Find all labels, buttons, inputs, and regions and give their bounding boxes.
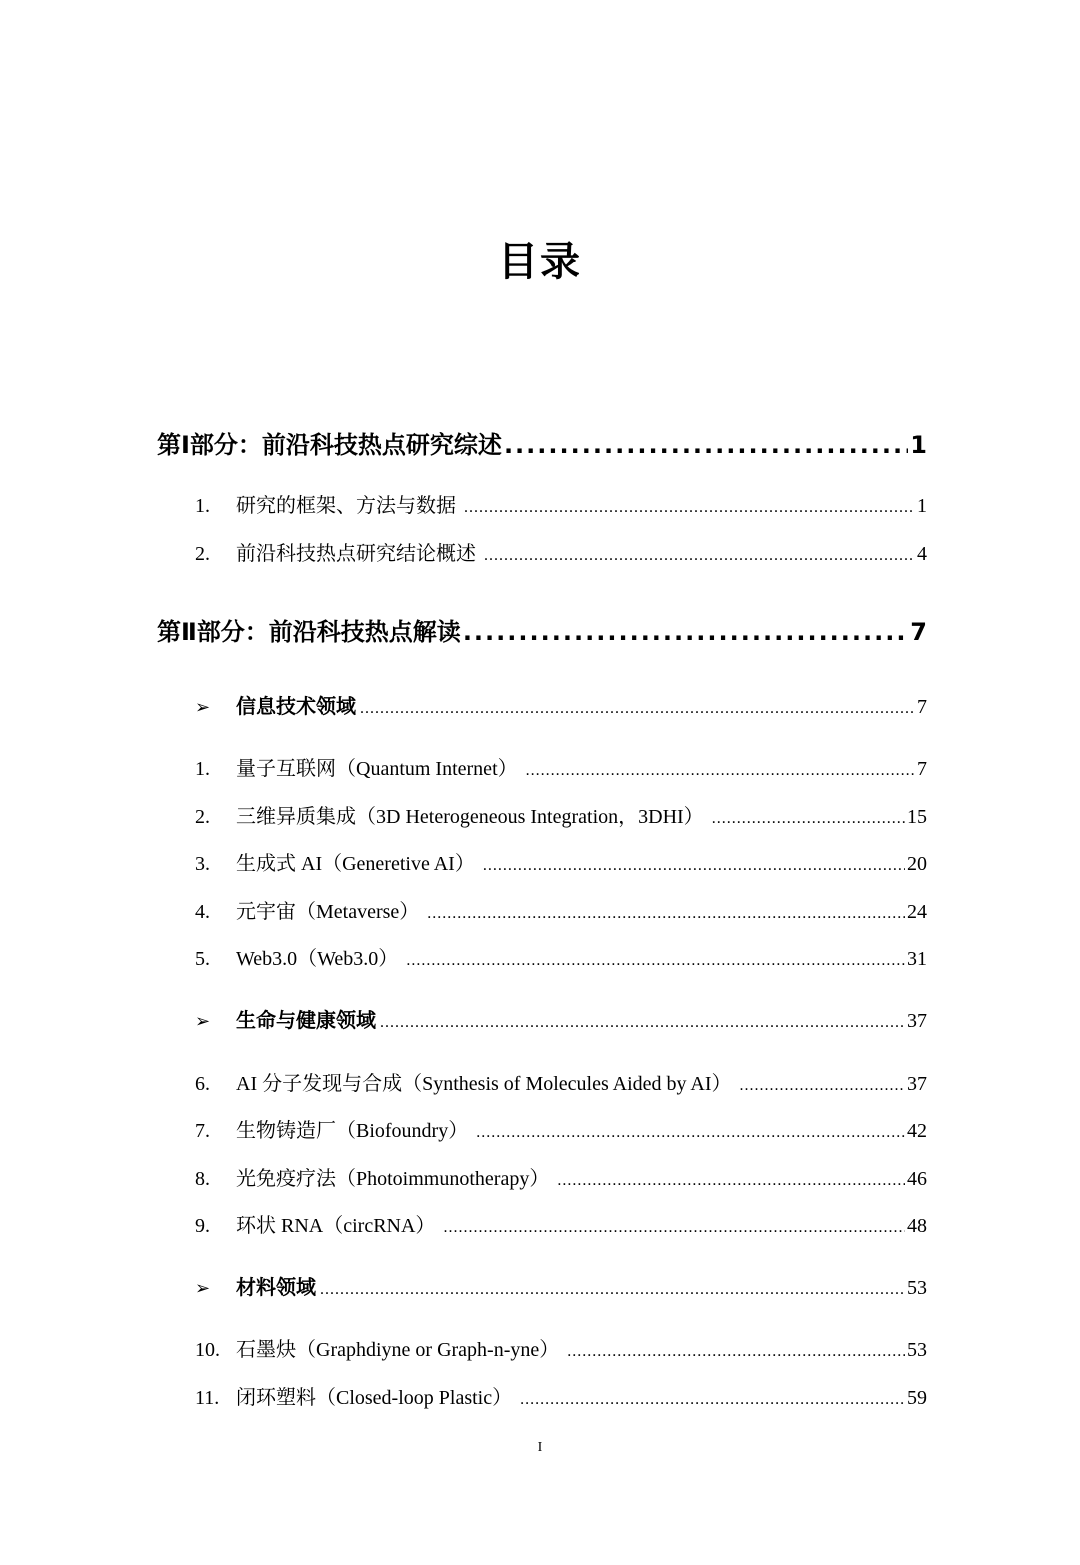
arrow-bullet-icon: ➢ <box>195 1278 211 1299</box>
toc-item[interactable] <box>195 754 927 784</box>
toc-page-number: 1 <box>917 495 927 517</box>
toc-item[interactable] <box>195 944 927 974</box>
arrow-bullet-icon: ➢ <box>195 1011 211 1032</box>
toc-item-label: 研究的框架、方法与数据 <box>236 495 456 517</box>
dot-leader <box>557 1166 905 1196</box>
dot-leader <box>520 1385 905 1415</box>
page-title: 目录 <box>498 239 582 285</box>
toc-item-number: 7. <box>195 1120 210 1142</box>
toc-item-label: 生成式 AI（Generetive AI） <box>236 853 475 875</box>
toc-section-life-health[interactable] <box>195 1006 927 1036</box>
dot-leader <box>406 946 905 976</box>
toc-page-number: 31 <box>907 948 927 970</box>
dot-leader <box>567 1337 905 1367</box>
toc-page-number: 24 <box>907 901 927 923</box>
dot-leader <box>476 1118 905 1148</box>
toc-page-number: 46 <box>907 1168 927 1190</box>
toc-item[interactable] <box>195 897 927 927</box>
toc-item-number: 1. <box>195 758 210 780</box>
toc-section-materials[interactable] <box>195 1273 927 1303</box>
dot-leader <box>427 899 905 929</box>
toc-item-number: 3. <box>195 853 210 875</box>
toc-part-label: 第Ⅱ部分：前沿科技热点解读 <box>157 618 461 646</box>
toc-item-number: 1. <box>195 495 210 517</box>
toc-item[interactable] <box>195 1211 927 1241</box>
dot-leader <box>484 541 915 571</box>
dot-leader <box>740 1071 905 1101</box>
toc-section-label: 生命与健康领域 <box>236 1010 376 1032</box>
toc-page-number: 15 <box>907 806 927 828</box>
dot-leader <box>483 851 905 881</box>
toc-item-label: 环状 RNA（circRNA） <box>236 1215 436 1237</box>
toc-item[interactable] <box>195 491 927 521</box>
toc-item[interactable] <box>195 539 927 569</box>
toc-item-number: 5. <box>195 948 210 970</box>
toc-part-1[interactable] <box>157 428 927 462</box>
toc-item[interactable] <box>195 802 927 832</box>
toc-item[interactable] <box>195 1164 927 1194</box>
toc-item[interactable] <box>195 1335 927 1365</box>
toc-item-label: 光免疫疗法（Photoimmunotherapy） <box>236 1168 550 1190</box>
dot-leader <box>443 1213 905 1243</box>
toc-item[interactable] <box>195 1383 927 1413</box>
toc-item-number: 9. <box>195 1215 210 1237</box>
toc-page-number: 48 <box>907 1215 927 1237</box>
dot-leader <box>320 1275 905 1305</box>
toc-page-number: 53 <box>907 1339 927 1361</box>
toc-item[interactable] <box>195 1116 927 1146</box>
toc-item-label: Web3.0（Web3.0） <box>236 948 399 970</box>
toc-page-number: 37 <box>907 1073 927 1095</box>
dot-leader <box>526 756 915 786</box>
toc-item[interactable] <box>195 1069 927 1099</box>
toc-section-it[interactable] <box>195 692 927 722</box>
toc-item[interactable] <box>195 849 927 879</box>
toc-item-label: 石墨炔（Graphdiyne or Graph-n-yne） <box>236 1339 560 1361</box>
toc-item-number: 8. <box>195 1168 210 1190</box>
dot-leader <box>712 804 905 834</box>
toc-part-label: 第Ⅰ部分：前沿科技热点研究综述 <box>157 431 502 459</box>
toc-page-number: 7 <box>910 618 927 646</box>
toc-page-number: 20 <box>907 853 927 875</box>
toc-item-label: AI 分子发现与合成（Synthesis of Molecules Aided by AI） <box>236 1073 732 1095</box>
toc-item-number: 6. <box>195 1073 210 1095</box>
toc-item-number: 2. <box>195 543 210 565</box>
toc-item-label: 闭环塑料（Closed-loop Plastic） <box>236 1387 513 1409</box>
page-footer-number: I <box>537 1440 543 1455</box>
toc-page-number: 1 <box>910 431 927 459</box>
toc-page-number: 53 <box>907 1277 927 1299</box>
toc-page-number: 37 <box>907 1010 927 1032</box>
toc-page-number: 7 <box>917 696 927 718</box>
toc-page-number: 4 <box>917 543 927 565</box>
toc-section-label: 信息技术领域 <box>236 696 356 718</box>
toc-item-label: 元宇宙（Metaverse） <box>236 901 420 923</box>
arrow-bullet-icon: ➢ <box>195 697 211 718</box>
toc-item-label: 三维异质集成（3D Heterogeneous Integration，3DHI） <box>236 806 704 828</box>
toc-section-label: 材料领域 <box>236 1277 316 1299</box>
toc-item-number: 10. <box>195 1339 220 1361</box>
toc-part-2[interactable] <box>157 615 927 649</box>
toc-item-number: 2. <box>195 806 210 828</box>
dot-leader <box>464 493 915 523</box>
dot-leader <box>463 615 908 649</box>
dot-leader <box>380 1008 905 1038</box>
toc-item-label: 生物铸造厂（Biofoundry） <box>236 1120 469 1142</box>
toc-page-number: 7 <box>917 758 927 780</box>
toc-page-number: 59 <box>907 1387 927 1409</box>
toc-item-label: 前沿科技热点研究结论概述 <box>236 543 476 565</box>
dot-leader <box>360 694 915 724</box>
toc-item-label: 量子互联网（Quantum Internet） <box>236 758 518 780</box>
toc-page-number: 42 <box>907 1120 927 1142</box>
toc-item-number: 4. <box>195 901 210 923</box>
dot-leader <box>504 428 908 462</box>
toc-item-number: 11. <box>195 1387 220 1409</box>
